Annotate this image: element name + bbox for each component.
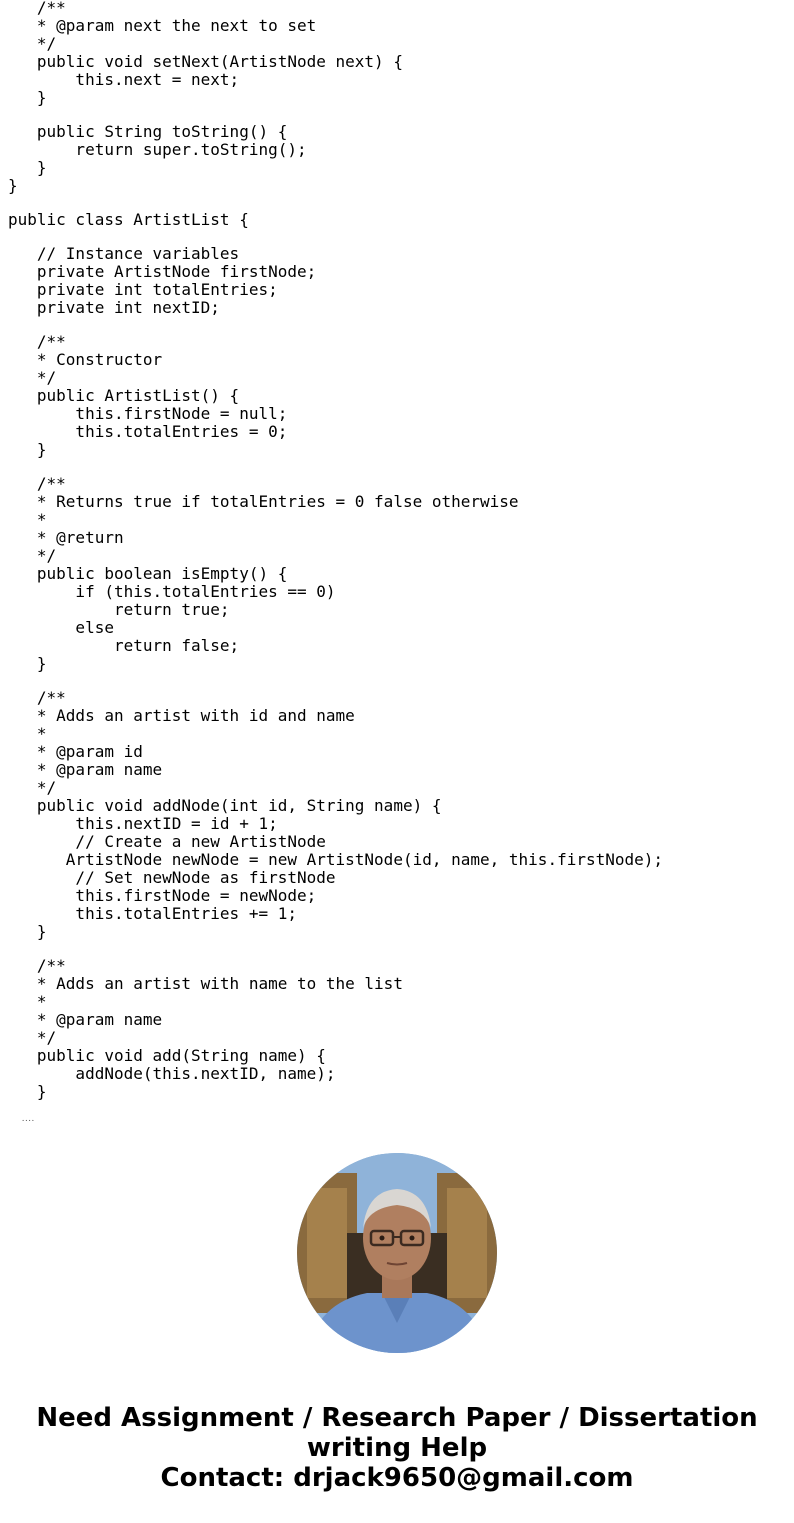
promo-line-2: writing Help — [306, 1433, 488, 1463]
code-line: // Create a new ArtistNode — [8, 832, 326, 851]
code-line: */ — [8, 546, 57, 565]
code-line: * — [8, 724, 47, 743]
code-line: * Returns true if totalEntries = 0 false otherwise — [8, 492, 519, 511]
code-line: } — [8, 176, 18, 195]
code-line: * Constructor — [8, 350, 163, 369]
code-line: /** — [8, 332, 66, 351]
code-line: */ — [8, 1028, 57, 1047]
code-line: this.totalEntries += 1; — [8, 904, 297, 923]
code-line — [8, 673, 788, 689]
code-line: * Adds an artist with id and name — [8, 706, 355, 725]
code-line: * Adds an artist with name to the list — [8, 974, 403, 993]
code-line — [8, 459, 788, 475]
code-line: * — [8, 510, 47, 529]
code-line: /** — [8, 474, 66, 493]
code-line: } — [8, 88, 47, 107]
code-line: } — [8, 1082, 47, 1101]
code-line: /** — [8, 0, 66, 17]
code-line: // Instance variables — [8, 244, 240, 263]
author-avatar — [297, 1153, 497, 1353]
code-line: ArtistNode newNode = new ArtistNode(id, name, this.firstNode); — [8, 850, 664, 869]
code-line: public class ArtistList { — [8, 210, 249, 229]
code-line: * @param next the next to set — [8, 16, 317, 35]
code-line: this.next = next; — [8, 70, 240, 89]
code-line: */ — [8, 368, 57, 387]
code-line: } — [8, 440, 47, 459]
code-line: return super.toString(); — [8, 140, 307, 159]
promo-line-3: Contact: drjack9650@gmail.com — [160, 1463, 634, 1493]
code-line: else — [8, 618, 114, 637]
code-line: * @return — [8, 528, 124, 547]
code-line: public boolean isEmpty() { — [8, 564, 288, 583]
code-listing — [8, 0, 788, 1101]
code-line: public void add(String name) { — [8, 1046, 326, 1065]
code-line: */ — [8, 34, 57, 53]
code-line: this.firstNode = null; — [8, 404, 288, 423]
code-line: * — [8, 992, 47, 1011]
code-line: private int totalEntries; — [8, 280, 278, 299]
code-line: } — [8, 922, 47, 941]
code-line: this.totalEntries = 0; — [8, 422, 288, 441]
code-line: private int nextID; — [8, 298, 220, 317]
promo-line-1: Need Assignment / Research Paper / Dissertation — [36, 1403, 758, 1433]
code-line: this.nextID = id + 1; — [8, 814, 278, 833]
code-line: public String toString() { — [8, 122, 288, 141]
code-line — [8, 941, 788, 957]
code-line: return true; — [8, 600, 230, 619]
code-line: if (this.totalEntries == 0) — [8, 582, 336, 601]
truncation-marker: .... — [22, 1113, 35, 1123]
code-line — [8, 317, 788, 333]
code-line: * @param name — [8, 760, 163, 779]
code-line: public ArtistList() { — [8, 386, 240, 405]
code-line: return false; — [8, 636, 240, 655]
code-line — [8, 229, 788, 245]
code-line: public void setNext(ArtistNode next) { — [8, 52, 403, 71]
code-line: // Set newNode as firstNode — [8, 868, 336, 887]
code-line: public void addNode(int id, String name) { — [8, 796, 442, 815]
code-line: addNode(this.nextID, name); — [8, 1064, 336, 1083]
author-photo — [297, 1153, 497, 1353]
code-line — [8, 195, 788, 211]
code-line: * @param id — [8, 742, 143, 761]
code-line: /** — [8, 956, 66, 975]
code-line: */ — [8, 778, 57, 797]
code-line: * @param name — [8, 1010, 163, 1029]
code-line: /** — [8, 688, 66, 707]
code-line: } — [8, 654, 47, 673]
code-line: private ArtistNode firstNode; — [8, 262, 317, 281]
promo-banner — [0, 1403, 794, 1493]
code-line — [8, 107, 788, 123]
code-line: } — [8, 158, 47, 177]
code-line: this.firstNode = newNode; — [8, 886, 317, 905]
